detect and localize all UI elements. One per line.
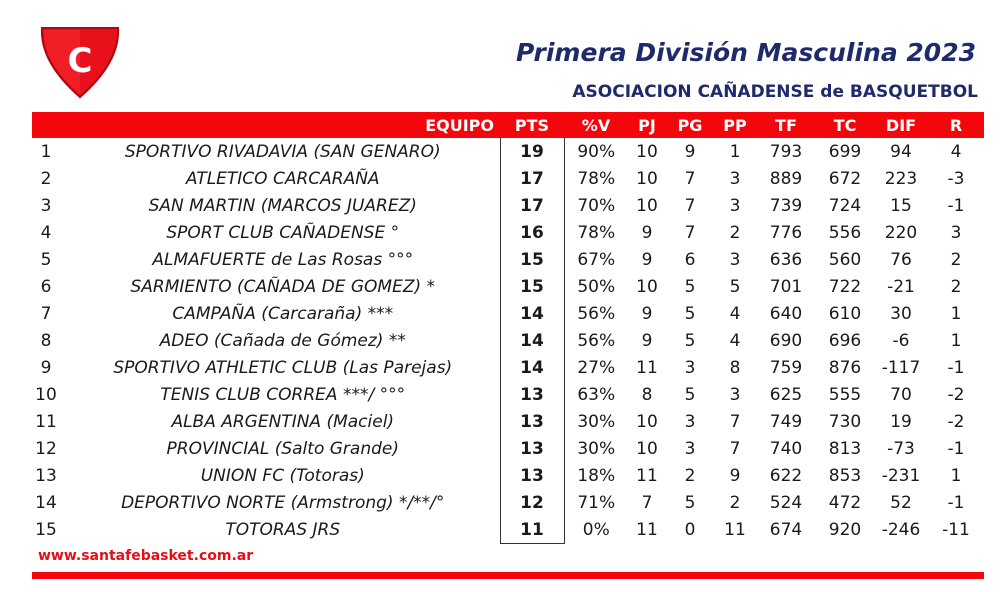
cell-points-against: 813 [828,438,862,459]
cell-points-for: 524 [769,492,803,513]
cell-won: 0 [684,519,696,540]
cell-position: 13 [35,465,57,486]
cell-points: 14 [500,327,564,354]
cell-points-against: 472 [828,492,862,513]
cell-position: 7 [40,303,52,324]
cell-won: 3 [684,411,696,432]
standings-table [32,112,985,544]
cell-streak: -1 [947,492,965,513]
table-row [32,462,984,489]
table-row [32,219,984,246]
cell-team: SAN MARTIN (MARCOS JUAREZ) [148,195,417,216]
cell-position: 8 [40,330,52,351]
cell-points: 16 [500,219,564,246]
cell-team: ALMAFUERTE de Las Rosas °°° [152,249,414,270]
cell-points: 13 [500,408,564,435]
cell-points-against: 853 [828,465,862,486]
cell-points-for: 625 [769,384,803,405]
table-row [32,381,984,408]
cell-points-against: 730 [828,411,862,432]
table-row [32,327,984,354]
table-row [32,435,984,462]
cell-lost: 3 [729,384,741,405]
cell-points: 15 [500,273,564,300]
cell-team: ATLETICO CARCARAÑA [185,168,380,189]
cell-points: 14 [500,354,564,381]
cell-position: 10 [35,384,57,405]
cell-points: 13 [500,462,564,489]
cell-points: 17 [500,192,564,219]
cell-lost: 5 [729,276,741,297]
cell-lost: 7 [729,411,741,432]
cell-points-against: 920 [828,519,862,540]
cell-win-pct: 27% [577,357,616,378]
cell-lost: 4 [729,303,741,324]
page-subtitle: ASOCIACION CAÑADENSE de BASQUETBOL [572,82,978,102]
cell-difference: 220 [884,222,918,243]
cell-points-for: 793 [769,141,803,162]
cell-played: 10 [636,438,658,459]
cell-played: 10 [636,195,658,216]
page-title: Primera División Masculina 2023 [515,38,976,67]
cell-played: 9 [641,303,653,324]
cell-streak: -2 [947,384,965,405]
cell-won: 7 [684,168,696,189]
table-row [32,273,984,300]
cell-position: 5 [40,249,52,270]
cell-lost: 3 [729,168,741,189]
cell-win-pct: 78% [577,222,616,243]
cell-lost: 3 [729,249,741,270]
cell-lost: 4 [729,330,741,351]
cell-played: 11 [636,465,658,486]
cell-streak: -11 [942,519,970,540]
cell-points-against: 724 [828,195,862,216]
table-row [32,192,984,219]
cell-position: 2 [40,168,52,189]
cell-streak: -2 [947,411,965,432]
cell-streak: 3 [950,222,962,243]
cell-team: SPORTIVO RIVADAVIA (SAN GENARO) [124,141,441,162]
cell-win-pct: 90% [577,141,616,162]
cell-position: 3 [40,195,52,216]
cell-played: 10 [636,168,658,189]
cell-position: 1 [40,141,52,162]
cell-position: 6 [40,276,52,297]
cell-lost: 1 [729,141,741,162]
header-tc: TC [816,112,874,138]
cell-won: 2 [684,465,696,486]
cell-lost: 11 [724,519,746,540]
cell-win-pct: 70% [577,195,616,216]
cell-points: 12 [500,489,564,516]
standings-body [32,138,984,544]
cell-streak: 4 [950,141,962,162]
cell-won: 5 [684,330,696,351]
cell-played: 11 [636,519,658,540]
cell-team: ADEO (Cañada de Gómez) ** [159,330,406,351]
cell-streak: 1 [950,303,962,324]
website-link[interactable]: www.santafebasket.com.ar [38,548,254,564]
cell-points: 11 [500,516,564,544]
table-row [32,516,984,544]
cell-team: TOTORAS JRS [225,519,341,540]
header-pct: %V [564,112,628,138]
club-logo [38,22,122,100]
cell-difference: -21 [887,276,915,297]
cell-played: 10 [636,411,658,432]
cell-difference: 30 [890,303,912,324]
cell-points: 15 [500,246,564,273]
cell-lost: 9 [729,465,741,486]
header-pts: PTS [500,112,564,138]
cell-points-for: 622 [769,465,803,486]
table-header-row [32,112,984,138]
cell-played: 10 [636,276,658,297]
cell-streak: 2 [950,276,962,297]
cell-points-for: 749 [769,411,803,432]
cell-won: 7 [684,195,696,216]
cell-points-against: 699 [828,141,862,162]
cell-win-pct: 50% [577,276,616,297]
table-row [32,300,984,327]
footer-divider [32,572,984,579]
cell-points-for: 776 [769,222,803,243]
cell-played: 11 [636,357,658,378]
table-row [32,165,984,192]
cell-points-against: 722 [828,276,862,297]
cell-win-pct: 30% [577,438,616,459]
table-row [32,408,984,435]
table-row [32,138,984,165]
cell-difference: -231 [881,465,921,486]
cell-played: 9 [641,222,653,243]
cell-points: 13 [500,435,564,462]
cell-played: 10 [636,141,658,162]
cell-points-against: 876 [828,357,862,378]
header-dif: DIF [874,112,928,138]
cell-position: 14 [35,492,57,513]
cell-points: 17 [500,165,564,192]
header-equipo: EQUIPO [32,112,500,138]
header-pj: PJ [628,112,666,138]
cell-team: UNION FC (Totoras) [200,465,365,486]
header-pg: PG [666,112,714,138]
cell-team: ALBA ARGENTINA (Maciel) [171,411,395,432]
cell-team: SARMIENTO (CAÑADA DE GOMEZ) * [130,276,436,297]
cell-points-for: 759 [769,357,803,378]
header-tf: TF [756,112,816,138]
cell-difference: 52 [890,492,912,513]
cell-streak: 1 [950,465,962,486]
cell-points-against: 696 [828,330,862,351]
cell-won: 6 [684,249,696,270]
cell-points-against: 555 [828,384,862,405]
cell-won: 3 [684,438,696,459]
cell-win-pct: 56% [577,330,616,351]
cell-points-against: 560 [828,249,862,270]
cell-streak: -3 [947,168,965,189]
table-row [32,354,984,381]
cell-points-against: 610 [828,303,862,324]
cell-position: 11 [35,411,57,432]
header-pp: PP [714,112,756,138]
cell-lost: 3 [729,195,741,216]
cell-points-for: 701 [769,276,803,297]
cell-team: CAMPAÑA (Carcaraña) *** [172,303,394,324]
cell-streak: -1 [947,195,965,216]
cell-lost: 2 [729,222,741,243]
cell-lost: 7 [729,438,741,459]
cell-difference: 15 [890,195,912,216]
cell-position: 12 [35,438,57,459]
cell-points-for: 739 [769,195,803,216]
cell-points-for: 889 [769,168,803,189]
header-r: R [928,112,984,138]
cell-win-pct: 18% [577,465,616,486]
cell-won: 5 [684,384,696,405]
cell-points-for: 640 [769,303,803,324]
cell-played: 9 [641,330,653,351]
cell-lost: 2 [729,492,741,513]
cell-won: 9 [684,141,696,162]
cell-points-against: 556 [828,222,862,243]
table-row [32,246,984,273]
cell-position: 9 [40,357,52,378]
cell-win-pct: 0% [582,519,610,540]
cell-difference: 94 [890,141,912,162]
cell-team: DEPORTIVO NORTE (Armstrong) */**/° [121,492,445,513]
cell-played: 9 [641,249,653,270]
cell-streak: -1 [947,357,965,378]
cell-win-pct: 63% [577,384,616,405]
cell-difference: -246 [881,519,921,540]
cell-won: 3 [684,357,696,378]
cell-team: SPORTIVO ATHLETIC CLUB (Las Parejas) [113,357,453,378]
cell-points-for: 690 [769,330,803,351]
cell-lost: 8 [729,357,741,378]
cell-points-against: 672 [828,168,862,189]
cell-played: 7 [641,492,653,513]
cell-won: 5 [684,276,696,297]
cell-difference: 70 [890,384,912,405]
logo-letter: C [67,41,93,81]
cell-won: 7 [684,222,696,243]
cell-win-pct: 67% [577,249,616,270]
cell-win-pct: 56% [577,303,616,324]
cell-difference: -6 [892,330,910,351]
cell-points: 13 [500,381,564,408]
cell-played: 8 [641,384,653,405]
cell-streak: -1 [947,438,965,459]
cell-won: 5 [684,492,696,513]
cell-points-for: 674 [769,519,803,540]
cell-difference: -73 [887,438,915,459]
cell-points: 14 [500,300,564,327]
cell-difference: 76 [890,249,912,270]
cell-team: SPORT CLUB CAÑADENSE ° [166,222,400,243]
cell-win-pct: 71% [577,492,616,513]
cell-difference: 19 [890,411,912,432]
cell-streak: 2 [950,249,962,270]
table-row [32,489,984,516]
cell-team: PROVINCIAL (Salto Grande) [166,438,399,459]
cell-won: 5 [684,303,696,324]
cell-difference: -117 [881,357,921,378]
cell-difference: 223 [884,168,918,189]
cell-points: 19 [500,138,564,165]
cell-points-for: 740 [769,438,803,459]
cell-position: 4 [40,222,52,243]
cell-win-pct: 78% [577,168,616,189]
cell-win-pct: 30% [577,411,616,432]
cell-team: TENIS CLUB CORREA ***/ °°° [160,384,406,405]
cell-streak: 1 [950,330,962,351]
cell-position: 15 [35,519,57,540]
cell-points-for: 636 [769,249,803,270]
